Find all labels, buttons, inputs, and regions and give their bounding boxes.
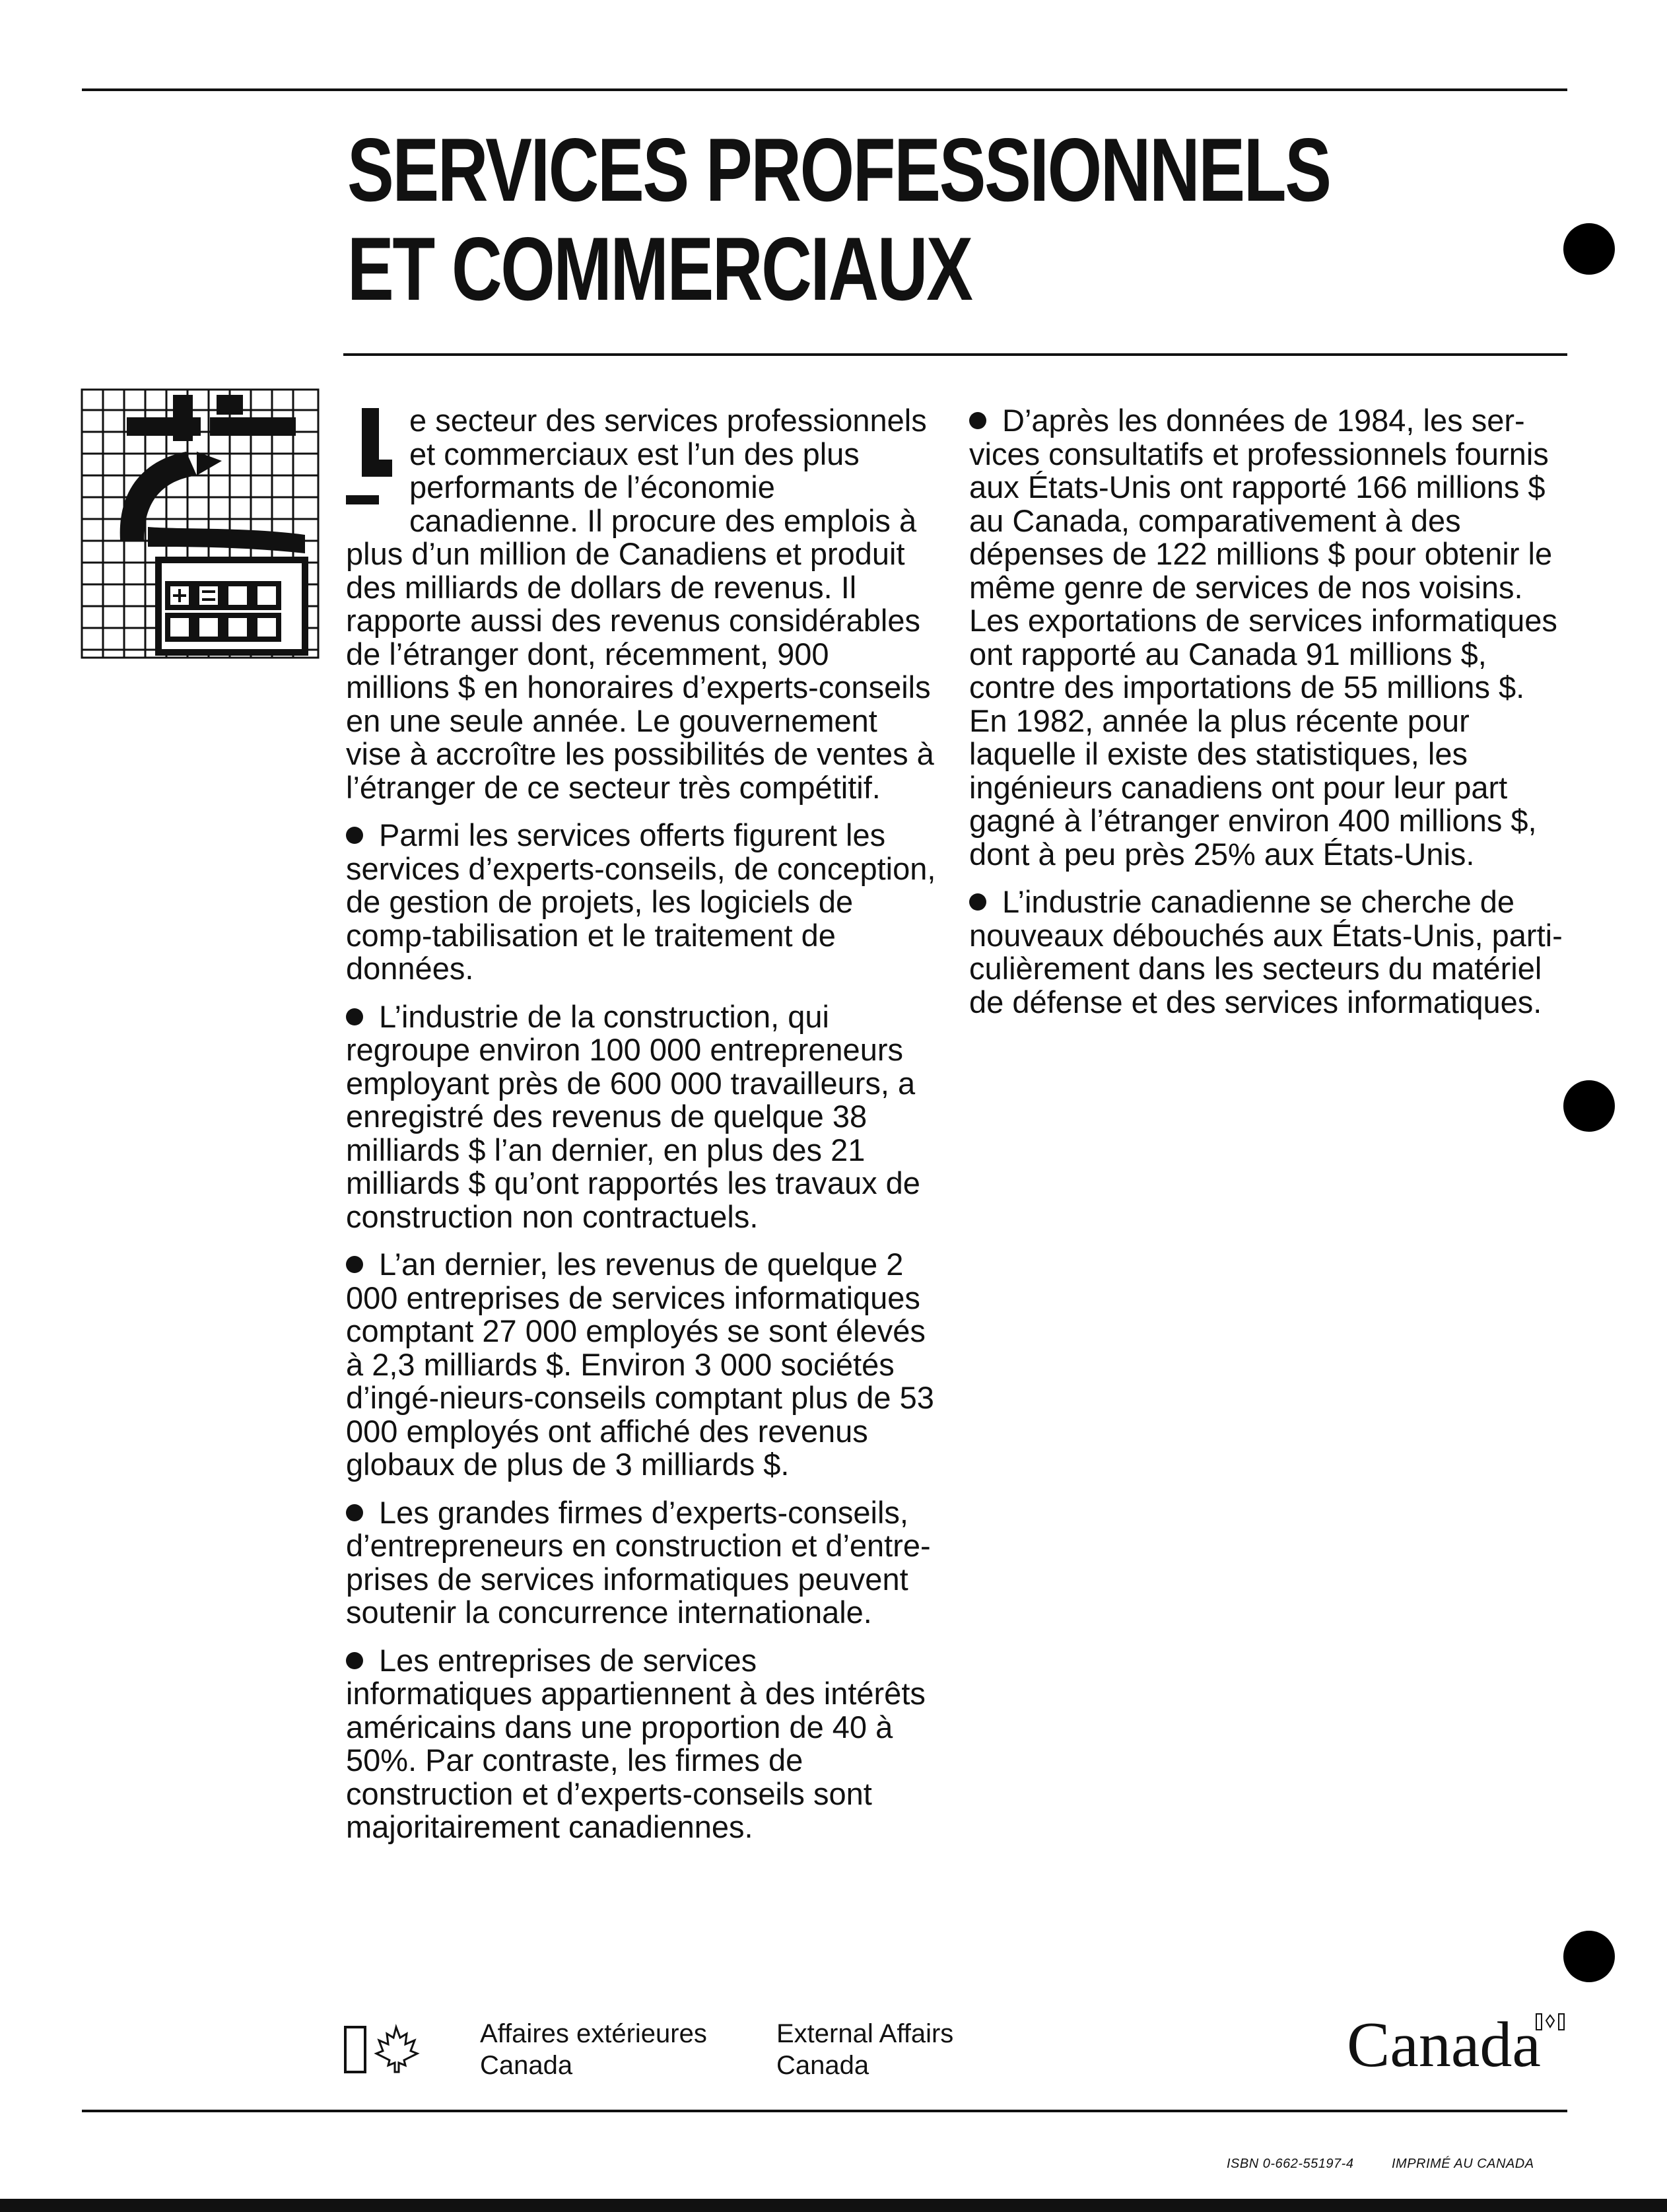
top-rule <box>82 88 1567 91</box>
intro-paragraph <box>346 404 940 804</box>
bullet-icon <box>969 893 986 911</box>
bullet-paragraph: L’an dernier, les revenus de quelque 2 000 entreprises de services informatiques comptant 27 000 employés se sont élevés à 2,3 milliards $. Environ 3 000 sociétés d’ingé-nieurs-conseils comptant plus de 53 000 employés ont affiché des revenus globaux de plus de 3 milliards $. <box>346 1247 934 1482</box>
footer-english-department <box>776 2018 953 2081</box>
printed-in-canada: IMPRIMÉ AU CANADA <box>1392 2157 1534 2171</box>
footer-rule <box>82 2110 1567 2112</box>
page-title-line-1: SERVICES PROFESSIONNELS <box>347 120 1330 220</box>
bullet-icon <box>346 1008 363 1025</box>
bullet-icon <box>346 1504 363 1521</box>
bullet-paragraph: Les grandes firmes d’experts-conseils, d’entrepreneurs en construction et d’entre-prises de services informatiques peuvent soutenir la concurrence internationale. <box>346 1494 931 1630</box>
footer-french-department <box>480 2018 707 2081</box>
bullet-icon <box>346 827 363 844</box>
wordmark-flag-icon <box>1536 2013 1565 2031</box>
page-title <box>347 120 1330 319</box>
punch-hole <box>1563 1080 1615 1132</box>
bullet-icon <box>969 412 986 429</box>
bullet-paragraph: Les entreprises de services informatiques appartiennent à des intérêts américains dans une proportion de 40 à 50%. Par contraste, les firmes de construction et d’experts-conseils sont majoritairement canadiennes. <box>346 1642 926 1844</box>
footer-en-line-2: Canada <box>776 2051 869 2080</box>
footer-fr-line-1: Affaires extérieures <box>480 2019 707 2048</box>
page-title-line-2: ET COMMERCIAUX <box>347 219 972 319</box>
government-flag-icon <box>343 2022 429 2075</box>
bullet-paragraph: L’industrie canadienne se cherche de nouveaux débouchés aux États-Unis, parti-culièrement dans les secteurs du matériel de défense et des services informatiques. <box>969 884 1563 1020</box>
calculator-grid-icon <box>81 388 320 659</box>
dropcap <box>346 408 400 507</box>
isbn-number: ISBN 0-662-55197-4 <box>1227 2157 1354 2171</box>
canada-wordmark: Canada <box>1347 2009 1541 2081</box>
scan-edge-bar <box>0 2199 1667 2212</box>
bullet-icon <box>346 1652 363 1669</box>
punch-hole <box>1563 1931 1615 1982</box>
bullet-icon <box>346 1256 363 1273</box>
dropcap-letter <box>346 408 347 442</box>
intro-text: e secteur des services professionnels et commerciaux est l’un des plus performants de l’économie canadienne. Il procure des emplois à plus d’un million de Canadiens et produit des milliards de dollars de revenus. Il rapporte aussi des revenus considérables de l’étranger dont, récemment, 900 millions $ en honoraires d’experts-conseils en une seule année. Le gouvernement vise à accroître les possibilités de ventes à l’étranger de ce secteur très compétitif. <box>346 403 934 805</box>
right-column <box>969 404 1563 1033</box>
bullet-paragraph: Parmi les services offerts figurent les services d’experts-conseils, de conception, de gestion de projets, les logiciels de comp-tabilisation et le traitement de données. <box>346 817 936 986</box>
bullet-paragraph: L’industrie de la construction, qui regroupe environ 100 000 entrepreneurs employant près de 600 000 travailleurs, a enregistré des revenus de quelque 38 milliards $ l’an dernier, en plus des 21 milliards $ qu’ont rapportés les travaux de construction non contractuels. <box>346 998 920 1234</box>
footer-fr-line-2: Canada <box>480 2051 573 2080</box>
bullet-paragraph: D’après les données de 1984, les ser-vices consultatifs et professionnels fournis aux États-Unis ont rapporté 166 millions $ au Canada, comparativement à des dépenses de 122 millions $ pour obtenir le même genre de services de nos voisins. Les exportations de services informatiques ont rapporté au Canada 91 millions $, contre des importations de 55 millions $. En 1982, année la plus récente pour laquelle il existe des statistiques, les ingénieurs canadiens ont pour leur part gagné à l’étranger environ 400 millions $, dont à peu près 25% aux États-Unis. <box>969 403 1557 872</box>
title-underline-rule <box>343 353 1567 356</box>
footer-en-line-1: External Affairs <box>776 2019 954 2048</box>
punch-hole <box>1563 223 1615 275</box>
left-column <box>346 404 940 1859</box>
